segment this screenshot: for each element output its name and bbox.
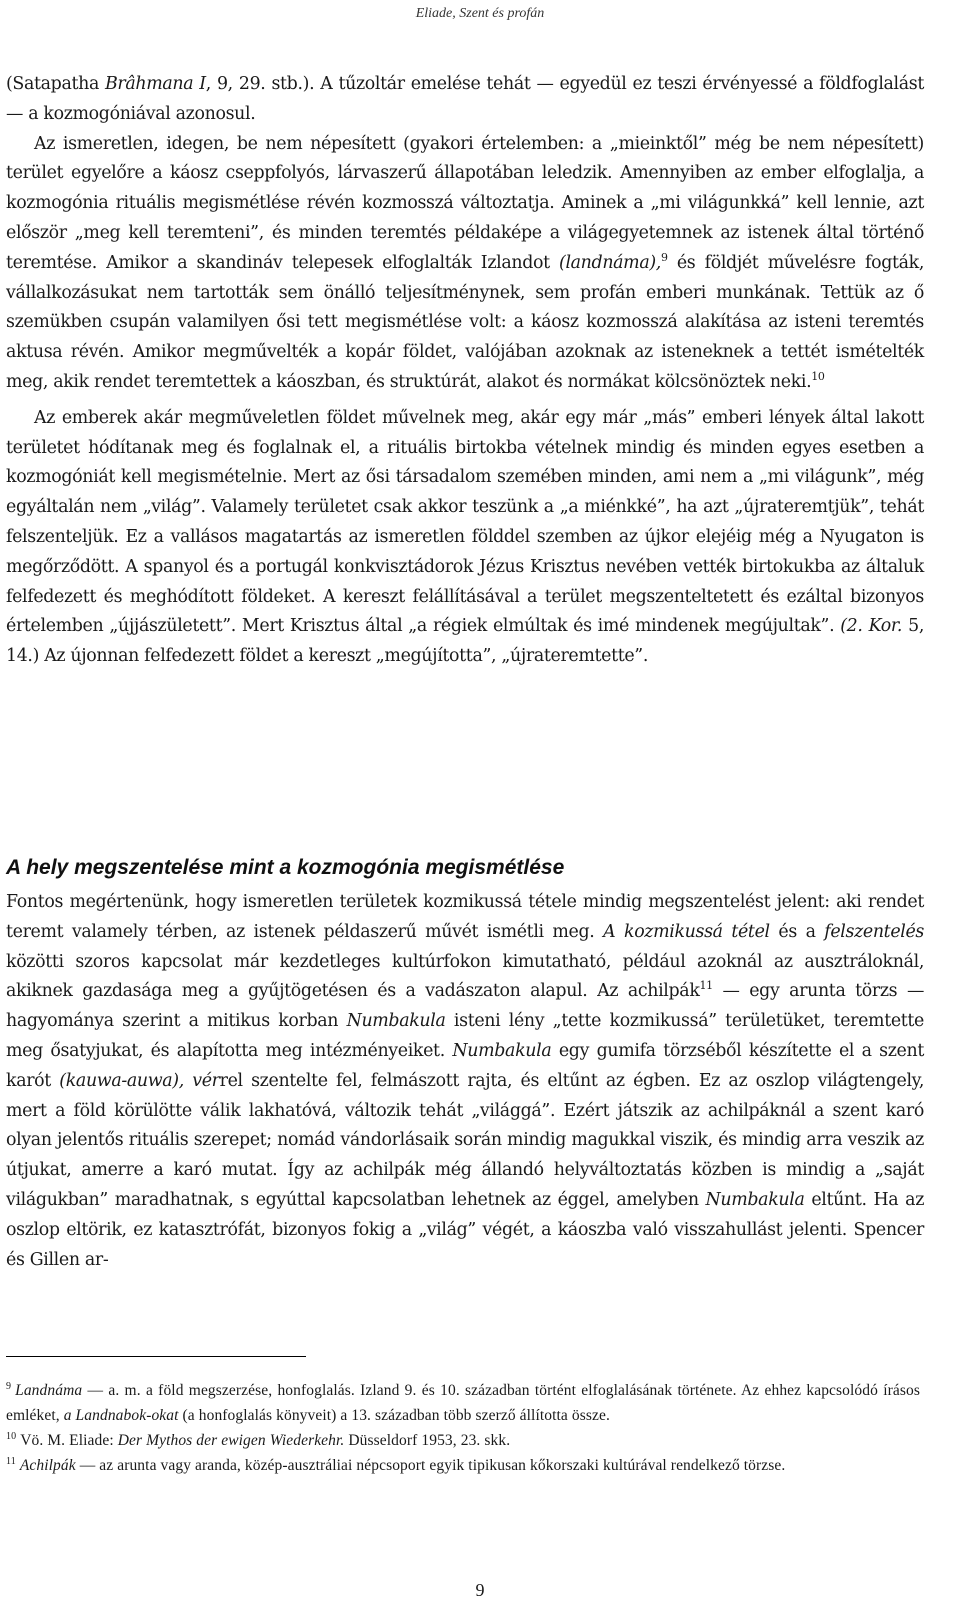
p4-text-h: isteni lény „tette kozmikussá” területüket, teremtette meg ősatyjukat, és alapította meg intézményeiket.	[6, 1011, 924, 1061]
p4-italic-i: Numbakula	[452, 1040, 552, 1061]
footnote-italic: a Landnabok-okat	[63, 1407, 179, 1424]
p2-text-c: és földjét művelésre fogták, vállalkozásukat nem tartották sem önálló teljesítménynek, sem profán emberi munkának. Tettük az ő szemükben csupán valamilyen ősi tett megismétlése volt: a káosz kozmosszá alakítása az isteni teremtés aktusa révén. Amikor megművelték a kopár földet, valójában azoknak az isteneknek a tettét ismételték meg, akik rendet teremtettek a káoszban, és struktúrát, alakot és normákat kölcsönöztek neki.	[6, 252, 924, 392]
p3-italic-citation: (2. Kor.	[840, 616, 903, 637]
footnote-divider	[6, 1356, 306, 1357]
footnote-text: — a. m. a föld megszerzése, honfoglalás. Izland 9. és 10. században történt elfoglalásának története. Az ehhez kapcsolódó írásos emléket,	[6, 1382, 920, 1424]
footnote-text: Düsseldorf 1953, 23. skk.	[344, 1432, 511, 1449]
p4-italic-g: Numbakula	[346, 1011, 446, 1032]
p4-text-c: és a	[769, 921, 825, 942]
footnotes	[6, 1378, 920, 1478]
footnote-10	[6, 1428, 920, 1453]
p1-text-c: , 9, 29. stb.). A tűzoltár emelése tehát — egyedül ez teszi érvényessé a földfoglalást — a kozmogóniával azonosul.	[6, 74, 924, 124]
p4-text-e: közötti szoros kapcsolat már kezdetleges kultúrfokon kimutatható, például azoknál az ausztráloknál, akiknek gazdasága meg a gyűjtögetésen és a vadászaton alapul. Az achilpák	[6, 951, 924, 1002]
footnote-italic: Achilpák	[19, 1457, 76, 1474]
p4-italic-k: (kauwa-auwa), vér	[59, 1070, 220, 1091]
footnote-ref-11[interactable]: 11	[699, 979, 713, 993]
paragraph-2	[6, 130, 924, 398]
p4-text-n: eltűnt. Ha az oszlop eltörik, ez katasztrófát, bizonyos fokig a „világ” végét, a káoszba való visszahullást jelenti. Spencer és Gillen ar-	[6, 1189, 925, 1270]
p3-text-c: 5, 14.) Az újonnan felfedezett földet a kereszt „megújította”, „újrateremtette”.	[6, 616, 924, 667]
p4-italic-d: felszentelés	[824, 921, 924, 942]
paragraph-3	[6, 404, 924, 672]
p4-text-l: rel szentelte fel, felmászott rajta, és eltűnt az égben. Ez az oszlop világtengely, mert a föld körülötte válik lakhatóvá, változik tehát „világgá”. Ezért játszik az achilpáknál a szent karó olyan jelentős rituális szerepet; nomád vándorlásaik során mindig magukkal viszik, és mindig arra veszik az útjukat, amerre a karó mutat. Így az achilpák még állandó helyváltoztatás közben is mindig a „saját világukban” maradhatnak, s egyúttal kapcsolatban lehetnek az éggel, amelyben	[6, 1070, 924, 1210]
p1-italic-title: Brâhmana I	[104, 74, 206, 94]
p1-text-a: (Satapatha	[6, 74, 105, 94]
paragraph-4	[6, 888, 924, 1275]
footnote-italic: Landnáma	[15, 1382, 83, 1399]
paragraph-1	[6, 70, 924, 130]
footnote-ref-10[interactable]: 10	[811, 369, 825, 383]
footnote-ref-9[interactable]: 9	[660, 250, 668, 264]
body-text-top	[6, 70, 924, 672]
footnote-number: 9	[6, 1381, 12, 1392]
body-text-bottom	[6, 888, 924, 1275]
footnote-number: 10	[6, 1431, 17, 1442]
p4-text-j: egy gumifa törzséből készítette el a szent karót	[6, 1040, 924, 1091]
p4-italic-b: A kozmikussá tétel	[603, 921, 770, 942]
footnote-italic: Der Mythos der ewigen Wiederkehr.	[117, 1432, 345, 1449]
p3-text-a: Az emberek akár megműveletlen földet művelnek meg, akár egy már „más” emberi lények által lakott területet hódítanak meg és foglalnak el, a rituális birtokba vételnek mindig és minden egyes esetben a kozmogóniát kell megismételnie. Mert az ősi társadalom szemében minden, ami nem a „mi világunk”, még egyáltalán nem „világ”. Valamely területet csak akkor teszünk a „a miénkké”, ha azt „újrateremtjük”, tehát felszenteljük. Ez a vallásos magatartás az ismeretlen földdel szemben az újkor elejéig még a Nyugaton is megőrződött. A spanyol és a portugál konkvisztádorok Jézus Krisztus nevében vették birtokukba az általuk felfedezett és meghódított földeket. A kereszt felállításával a terület megszenteltetett és ezáltal bizonyos értelemben „újjászületett”. Mert Krisztus által „a régiek elmúltak és imé mindenek megújultak”.	[6, 407, 924, 637]
p4-text-f: — egy arunta törzs — hagyománya szerint a mitikus korban	[6, 981, 924, 1032]
footnote-number: 11	[6, 1456, 16, 1467]
footnote-9	[6, 1378, 920, 1428]
running-head: Eliade, Szent és profán	[415, 6, 545, 21]
page-number: 9	[475, 1580, 485, 1600]
p4-italic-m: Numbakula	[705, 1189, 805, 1210]
p2-italic-landnama: (landnáma),	[559, 252, 661, 273]
section-heading: A hely megszentelése mint a kozmogónia megismétlése	[6, 856, 565, 879]
footnote-text: Vö. M. Eliade:	[20, 1432, 118, 1449]
p4-text-a: Fontos megértenünk, hogy ismeretlen területek kozmikussá tétele mindig megszentelést jelent: aki rendet teremt valamely térben, az istenek példaszerű művét ismétli meg.	[6, 892, 924, 942]
footnote-text: (a honfoglalás könyveit) a 13. században több szerző állította össze.	[178, 1407, 610, 1424]
p2-text-a: Az ismeretlen, idegen, be nem népesített (gyakori értelemben: a „mieinktől” még be nem népesített) terület egyelőre a káosz cseppfolyós, lárvaszerű állapotában leledzik. Amennyiben az ember elfoglalja, a kozmogónia rituális megismétlése révén kozmosszá változtatja. Aminek a „mi világunkká” kell lennie, azt először „meg kell teremteni”, és minden teremtés példaképe a világegyetemnek az istenek által történő teremtése. Amikor a skandináv telepesek elfoglalták Izlandot	[6, 133, 924, 273]
footnote-11	[6, 1453, 920, 1478]
footnote-text: — az arunta vagy aranda, közép-ausztráliai népcsoport egyik tipikusan kőkorszaki kultúrával rendelkező törzse.	[75, 1457, 786, 1474]
